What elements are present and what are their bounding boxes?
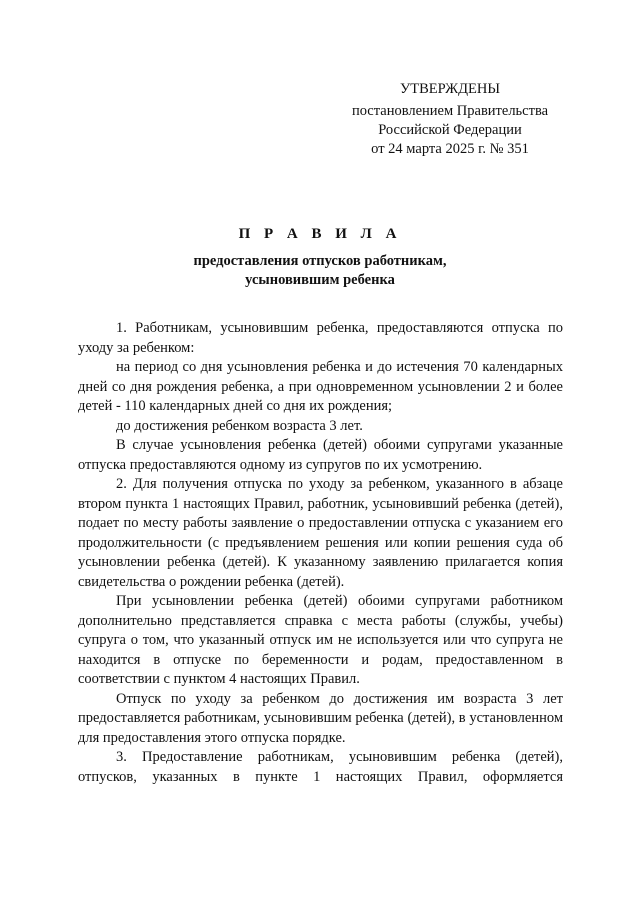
paragraph: до достижения ребенком возраста 3 лет.: [116, 417, 363, 434]
document-subtitle: [0, 252, 640, 290]
subtitle-line: предоставления отпусков работникам,: [193, 253, 447, 269]
approval-line: Российской Федерации: [378, 122, 522, 138]
document-title: П Р А В И Л А: [238, 226, 402, 242]
paragraph-item-3: 3. Предоставление работникам, усыновившим ребенка (детей), отпусков, указанных в пункте 1 настоящих Правил, оформляется: [78, 749, 563, 785]
paragraph-item-2: 2. Для получения отпуска по уходу за ребенком, указанного в абзаце втором пункта 1 настоящих Правил, работник, усыновивший ребенка (детей), подает по месту работы заявление о предоставлении отпуска с указанием его продолжительности (с предъявлением решения или копии решения суда об усыновлении ребенка (детей). К указанному заявлению прилагается копия свидетельства о рождении ребенка (детей).: [78, 476, 563, 590]
paragraph: При усыновлении ребенка (детей) обоими супругами работником дополнительно представляется справка с места работы (службы, учебы) супруга о том, что указанный отпуск им не используется или что супруга не находится в отпуске по беременности и родам, предоставленном в соответствии с пунктом 4 настоящих Правил.: [78, 593, 563, 687]
approval-stamp: [330, 80, 570, 159]
approval-title: УТВЕРЖДЕНЫ: [399, 81, 501, 97]
subtitle-line: усыновившим ребенка: [245, 272, 395, 288]
document-body: [78, 319, 563, 787]
paragraph-item-1: 1. Работникам, усыновившим ребенка, предоставляются отпуска по уходу за ребенком:: [78, 320, 563, 356]
approval-line: постановлением Правительства: [351, 103, 549, 119]
paragraph: на период со дня усыновления ребенка и до истечения 70 календарных дней со дня рождения ребенка, а при одновременном усыновлении 2 и более детей - 110 календарных дней со дня их рождения;: [78, 359, 563, 414]
paragraph: В случае усыновления ребенка (детей) обоими супругами указанные отпуска предоставляются одному из супругов по их усмотрению.: [78, 437, 563, 473]
paragraph: Отпуск по уходу за ребенком до достижения им возраста 3 лет предоставляется работникам, усыновившим ребенка (детей), в установленном для предоставления этого отпуска порядке.: [78, 690, 563, 746]
approval-date-line: от 24 марта 2025 г. № 351: [371, 141, 529, 157]
